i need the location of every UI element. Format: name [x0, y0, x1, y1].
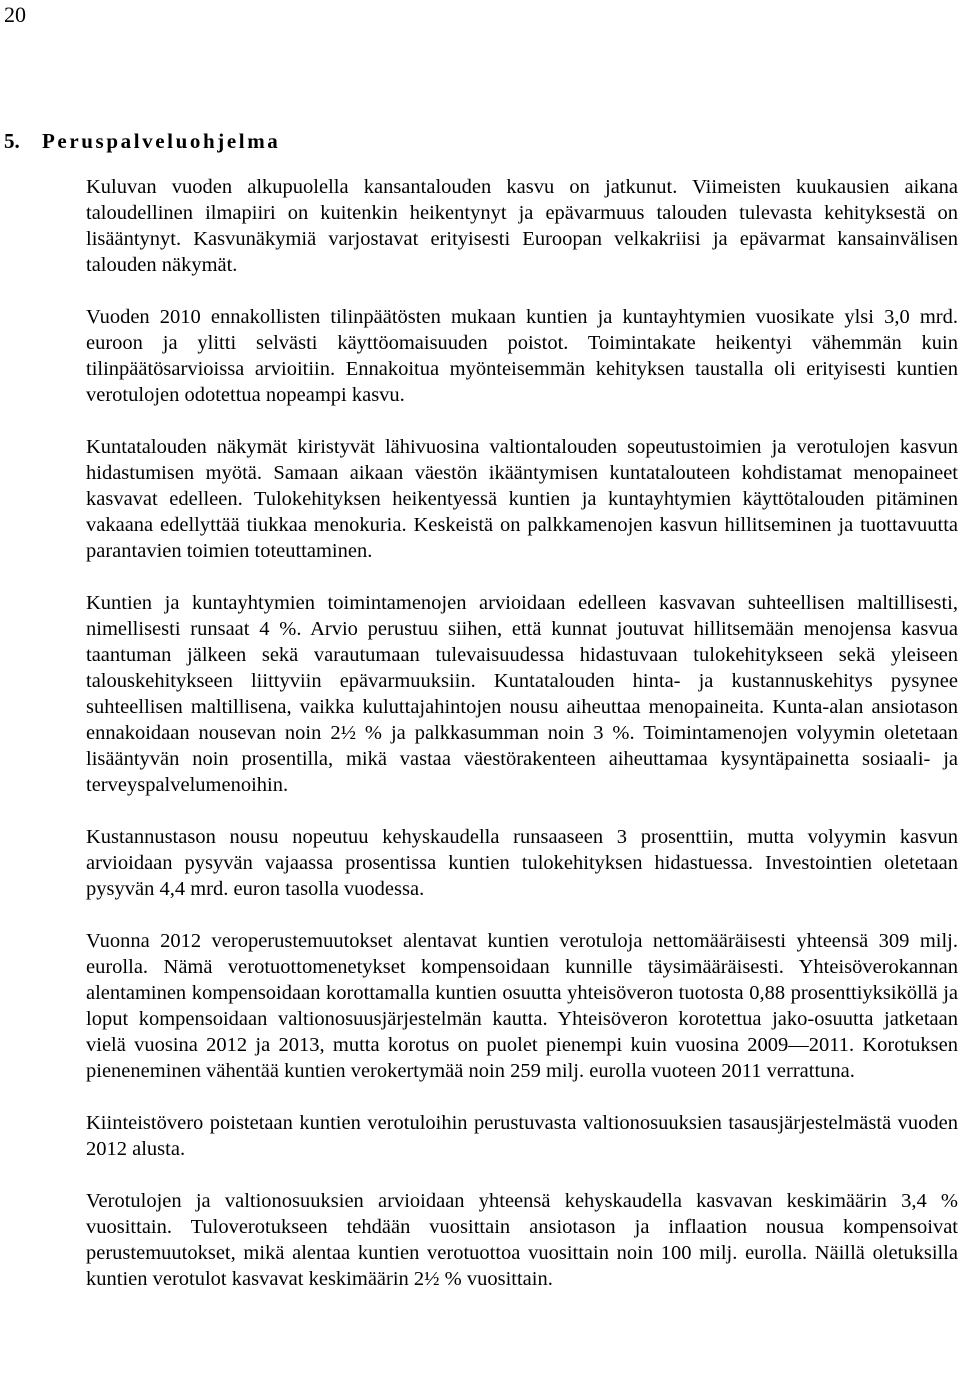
section-number: 5. [4, 129, 20, 153]
page-number: 20 [4, 2, 26, 27]
paragraph-economic-outlook: Kuluvan vuoden alkupuolella kansantalouden kasvu on jatkunut. Viimeisten kuukausien aikana taloudellinen ilmapiiri on kuitenkin heikentynyt ja epävarmuus talouden tulevasta kehityksestä on lisääntynyt. Kasvunäkymiä varjostavat erityisesti Euroopan velkakriisi ja epävarmat kansainvälisen talouden näkymät. [86, 176, 958, 276]
paragraph-tax-changes-2012: Vuonna 2012 veroperustemuutokset alentavat kuntien verotuloja nettomääräisesti yhteensä 309 milj. eurolla. Nämä verotuottomenetykset kompensoidaan kunnille täysimääräisesti. Yhteisöverokannan alentaminen kompensoidaan korottamalla kuntien osuutta yhteisöveron tuotosta 0,88 prosenttiyksiköllä ja loput kompensoidaan valtionosuusjärjestelmän kautta. Yhteisöveron korotettua jako-osuutta jatketaan vielä vuosina 2012 ja 2013, mutta korotus on puolet pienempi kuin vuosina 2009—2011. Korotuksen pieneneminen vähentää kuntien verokertymää noin 259 milj. eurolla vuoteen 2011 verrattuna. [86, 930, 958, 1082]
section-heading [4, 126, 280, 156]
paragraph-cost-level: Kustannustason nousu nopeutuu kehyskaudella runsaaseen 3 prosenttiin, mutta volyymin kasvun arvioidaan pysyvän vajaassa prosentissa kuntien tulokehityksen hidastuessa. Investointien oletetaan pysyvän 4,4 mrd. euron tasolla vuodessa. [86, 826, 958, 900]
paragraph-tax-revenue-growth: Verotulojen ja valtionosuuksien arvioidaan yhteensä kehyskaudella kasvavan keskimäärin 3,4 % vuosittain. Tuloverotukseen tehdään vuosittain ansiotason ja inflaation nousua kompensoivat perustemuutokset, mikä alentaa kuntien verotuottoa vuosittain noin 100 milj. eurolla. Näillä oletuksilla kuntien verotulot kasvavat keskimäärin 2½ % vuosittain. [86, 1190, 958, 1290]
paragraph-municipal-outlook: Kuntatalouden näkymät kiristyvät lähivuosina valtiontalouden sopeutustoimien ja verotulojen kasvun hidastumisen myötä. Samaan aikaan väestön ikääntymisen kuntatalouteen kohdistamat menopaineet kasvavat edelleen. Tulokehityksen heikentyessä kuntien ja kuntayhtymien käyttötalouden pitäminen vakaana edellyttää tiukkaa menokuria. Keskeistä on palkkamenojen kasvun hillitseminen ja tuottavuutta parantavien toimien toteuttaminen. [86, 436, 958, 562]
paragraph-financial-statements-2010: Vuoden 2010 ennakollisten tilinpäätösten mukaan kuntien ja kuntayhtymien vuosikate ylsi 3,0 mrd. euroon ja ylitti selvästi käyttöomaisuuden poistot. Toimintakate heikentyi vähemmän kuin tilinpäätösarvioissa arvioitiin. Ennakoitua myönteisemmän kehityksen taustalla oli erityisesti kuntien verotulojen odotettua nopeampi kasvu. [86, 306, 958, 406]
paragraph-operating-expenses: Kuntien ja kuntayhtymien toimintamenojen arvioidaan edelleen kasvavan suhteellisen maltillisesti, nimellisesti runsaat 4 %. Arvio perustuu siihen, että kunnat joutuvat hillitsemään menojensa kasvua taantuman jälkeen sekä varautumaan tulevaisuudessa hidastuvaan tulokehitykseen sekä yleiseen talouskehitykseen liittyviin epävarmuuksiin. Kuntatalouden hinta- ja kustannuskehitys pysynee suhteellisen maltillisena, vaikka kuluttajahintojen nousu aiheuttaa menopaineita. Kunta-alan ansiotason ennakoidaan nousevan noin 2½ % ja palkkasumman noin 3 %. Toimintamenojen volyymin oletetaan lisääntyvän noin prosentilla, mikä vastaa väestörakenteen aiheuttamaa kysyntäpainetta sosiaali- ja terveyspalvelumenoihin. [86, 592, 958, 796]
body-text [86, 174, 958, 1318]
paragraph-property-tax: Kiinteistövero poistetaan kuntien verotuloihin perustuvasta valtionosuuksien tasausjärjestelmästä vuoden 2012 alusta. [86, 1112, 958, 1160]
section-title: Peruspalveluohjelma [42, 129, 281, 153]
